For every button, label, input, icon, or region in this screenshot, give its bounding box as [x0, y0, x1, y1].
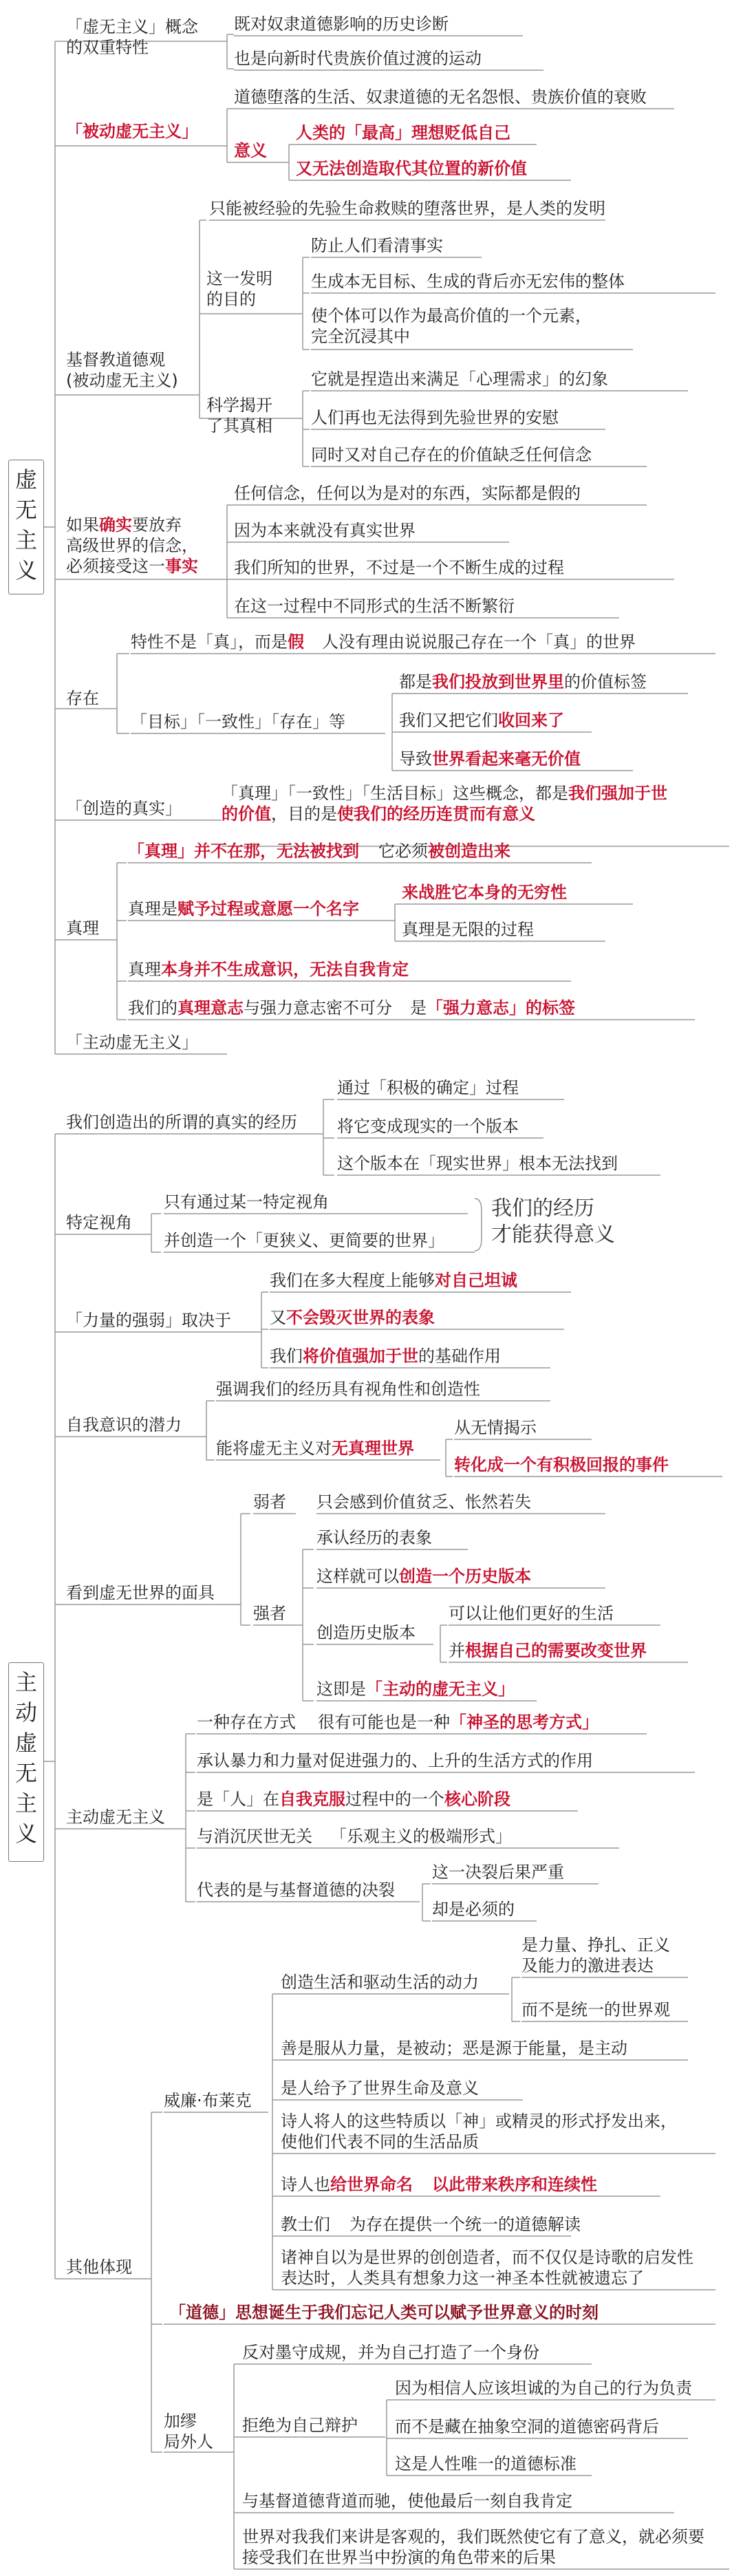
node: 诗人将人的这些特质以「神」或精灵的形式抒发出来， 使他们代表不同的生活品质: [281, 2112, 677, 2151]
node: 从无情揭示: [454, 1418, 537, 1437]
node: 真理是赋予过程或意愿一个名字: [128, 899, 359, 919]
root-char: 无: [14, 1760, 37, 1786]
camus-label: 加缪 局外人: [164, 2412, 213, 2451]
node: 任何信念，任何以为是对的东西，实际都是假的: [234, 484, 581, 503]
node: 转化成一个有积极回报的事件: [454, 1455, 669, 1474]
node: 来战胜它本身的无穷性: [402, 883, 567, 902]
node: 世界对我我们来讲是客观的，我们既然使它有了意义，就必须要 接受我们在世界当中扮演的角色带来的后果: [242, 2527, 704, 2567]
root-char: 无: [14, 497, 37, 523]
node: 这个版本在「现实世界」根本无法找到: [337, 1154, 618, 1173]
root-char: 虚: [14, 1730, 37, 1756]
node: 通过「积极的确定」过程: [337, 1078, 519, 1097]
node: 可以让他们更好的生活: [449, 1604, 614, 1623]
node: 我们在多大程度上能够对自己坦诚: [270, 1271, 517, 1290]
root-nihilism: [8, 460, 44, 594]
node: 是人给予了世界生命及意义: [281, 2079, 479, 2098]
strong-label: 强者: [253, 1604, 286, 1623]
other-label: 其他体现: [66, 2257, 132, 2277]
node: 人类的「最高」理想贬低自己: [296, 123, 510, 142]
node: 代表的是与基督道德的决裂: [197, 1880, 395, 1900]
node: 使个体可以作为最高价值的一个元素， 完全沉浸其中: [311, 306, 592, 346]
science-label: 科学揭开 了其真相: [206, 396, 272, 436]
node: 又不会毁灭世界的表象: [270, 1308, 435, 1327]
node: 却是必须的: [432, 1900, 515, 1919]
mask-label: 看到虚无世界的面具: [66, 1583, 215, 1602]
purpose-label: 这一发明 的目的: [206, 269, 272, 309]
node: 都是我们投放到世界里的价值标签: [399, 672, 647, 691]
perspective-result: 我们的经历 才能获得意义: [491, 1196, 615, 1247]
node: 道德堕落的生活、奴隶道德的无名怨恨、贵族价值的衰败: [234, 87, 647, 107]
node: 「真理」并不在那，无法被找到 它必须被创造出来: [128, 841, 510, 861]
node: 这是人性唯一的道德标准: [395, 2454, 577, 2473]
node: 拒绝为自己辩护: [242, 2416, 358, 2435]
active-nihilism-label: 「主动虚无主义」: [66, 1033, 198, 1052]
node: 在这一过程中不同形式的生活不断繁衍: [234, 597, 515, 616]
morality-node: 「道德」思想诞生于我们忘记人类可以赋予世界意义的时刻: [169, 2303, 599, 2322]
self-awareness-label: 自我意识的潜力: [66, 1415, 182, 1435]
passive-nihilism-label: 「被动虚无主义」: [66, 122, 198, 141]
node: 真理是无限的过程: [402, 920, 534, 939]
connector: [475, 1199, 482, 1251]
node: 并创造一个「更狭义、更简要的世界」: [164, 1231, 444, 1250]
blake-label: 威廉·布莱克: [164, 2091, 252, 2110]
node: 一种存在方式 很有可能也是一种「神圣的思考方式」: [197, 1713, 599, 1732]
node: 我们的真理意志与强力意志密不可分 是「强力意志」的标签: [128, 998, 575, 1018]
node: 能将虚无主义对无真理世界: [216, 1439, 414, 1458]
trait-node: 特性不是「真」，而是假 人没有理由说说服己存在一个「真」的世界: [131, 632, 636, 652]
if-abandon-label: 如果确实要放弃 高级世界的信念， 必须接受这一事实: [66, 515, 198, 576]
existence-label: 存在: [66, 689, 99, 708]
christian-morality-label: 基督教道德观 (被动虚无主义): [66, 350, 178, 390]
active-nihilism-section: 主动虚无主义: [66, 1807, 165, 1827]
node: 善是服从力量，是被动；恶是源于能量，是主动: [281, 2039, 627, 2058]
node: 这样就可以创造一个历史版本: [316, 1567, 531, 1586]
node: 这一决裂后果严重: [432, 1863, 564, 1882]
node: 只有通过某一特定视角: [164, 1192, 329, 1212]
root-char: 动: [14, 1699, 37, 1726]
root-char: 义: [14, 557, 37, 583]
experience-label: 我们创造出的所谓的真实的经历: [66, 1113, 297, 1132]
node: 是力量、挣扎、正义 及能力的激进表达: [521, 1935, 670, 1975]
node: 又无法创造取代其位置的新价值: [296, 159, 527, 178]
node: 我们所知的世界，不过是一个不断生成的过程: [234, 558, 564, 577]
meaning-label: 意义: [234, 141, 267, 160]
node: 真理本身并不生成意识，无法自我肯定: [128, 960, 409, 979]
node: 只会感到价值贫乏、怅然若失: [316, 1492, 531, 1512]
root-active-nihilism: [8, 1662, 44, 1862]
node: 诗人也给世界命名 以此带来秩序和连续性: [281, 2175, 597, 2194]
node: 生成本无目标、生成的背后亦无宏伟的整体: [311, 272, 625, 291]
truth-label: 真理: [66, 919, 99, 938]
node: 诸神自以为是世界的创创造者，而不仅仅是诗歌的启发性 表达时，人类具有想象力这一神圣本性就被遗忘了: [281, 2248, 693, 2288]
node: 创造历史版本: [316, 1623, 416, 1642]
node: 创造生活和驱动生活的动力: [281, 1973, 479, 1992]
node: 也是向新时代贵族价值过渡的运动: [234, 49, 482, 68]
node: 而不是藏在抽象空洞的道德密码背后: [395, 2417, 659, 2436]
node: 我们又把它们收回来了: [399, 711, 564, 730]
node: 与消沉厌世无关 「乐观主义的极端形式」: [197, 1827, 512, 1846]
perspective-label: 特定视角: [66, 1213, 132, 1232]
node: 防止人们看清事实: [311, 236, 443, 255]
node: 因为本来就没有真实世界: [234, 521, 416, 540]
power-label: 「力量的强弱」取决于: [66, 1311, 231, 1330]
node: 因为相信人应该坦诚的为自己的行为负责: [395, 2379, 692, 2398]
node: 并根据自己的需要改变世界: [449, 1641, 647, 1660]
root-char: 虚: [14, 466, 37, 493]
node: 与基督道德背道而驰，使他最后一刻自我肯定: [242, 2491, 572, 2511]
node: 这即是「主动的虚无主义」: [316, 1679, 515, 1699]
node: 同时又对自己存在的价值缺乏任何信念: [311, 445, 592, 464]
node: 「真理」「一致性」「生活目标」这些概念，都是我们强加于世 的价值，目的是使我们的经历连贯而有意义: [222, 784, 667, 824]
node: 承认经历的表象: [316, 1528, 432, 1547]
root-char: 主: [14, 1669, 37, 1695]
node: 承认暴力和力量对促进强力的、上升的生活方式的作用: [197, 1751, 593, 1770]
node: 导致世界看起来毫无价值: [399, 749, 581, 769]
node: 既对奴隶道德影响的历史诊断: [234, 14, 449, 34]
concept-label: 「虚无主义」概念 的双重特性: [66, 17, 198, 57]
created-truth-label: 「创造的真实」: [66, 799, 182, 818]
node: 教士们 为存在提供一个统一的道德解读: [281, 2215, 581, 2234]
node: 它就是捏造出来满足「心理需求」的幻象: [311, 369, 608, 389]
goal-label: 「目标」「一致性」「存在」等: [131, 712, 345, 731]
root-char: 主: [14, 527, 37, 553]
node: 我们将价值强加于世的基础作用: [270, 1346, 501, 1366]
node: 是「人」在自我克服过程中的一个核心阶段: [197, 1790, 510, 1809]
node: 人们再也无法得到先验世界的安慰: [311, 408, 559, 427]
root-char: 义: [14, 1821, 37, 1847]
node: 反对墨守成规，并为自己打造了一个身份: [242, 2343, 539, 2362]
root-char: 主: [14, 1790, 37, 1816]
node: 强调我们的经历具有视角性和创造性: [216, 1380, 480, 1399]
weak-label: 弱者: [253, 1492, 286, 1512]
node: 只能被经验的先验生命救赎的堕落世界，是人类的发明: [209, 199, 605, 218]
node: 而不是统一的世界观: [521, 2000, 670, 2019]
node: 将它变成现实的一个版本: [337, 1117, 519, 1136]
